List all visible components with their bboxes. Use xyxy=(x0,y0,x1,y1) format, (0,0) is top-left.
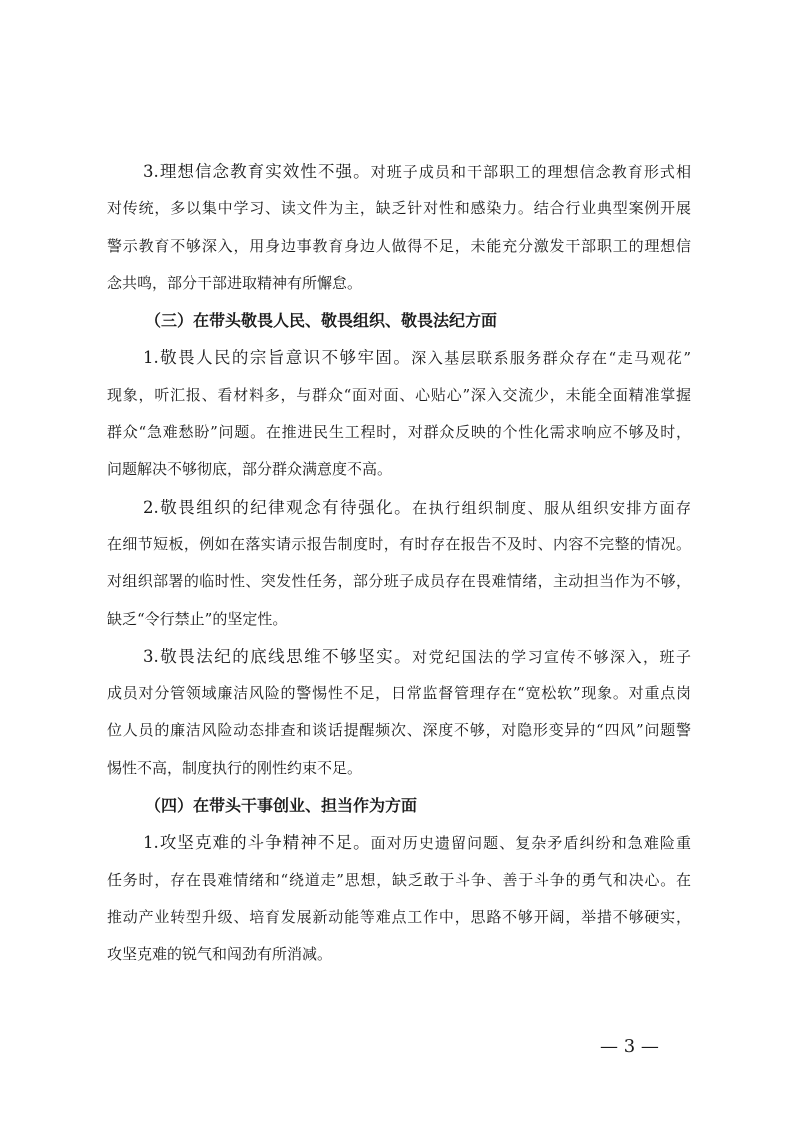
text-line xyxy=(107,265,691,302)
line-text: 面对历史遗留问题、复杂矛盾纠纷和急难险重 xyxy=(370,834,691,853)
paragraph-lead: 3.理想信念教育实效性不强。 xyxy=(143,162,371,181)
text-line xyxy=(107,153,691,190)
text-line xyxy=(107,750,691,787)
line-text: 警示教育不够深入，用身边事教育身边人做得不足，未能充分激发干部职工的理想信 xyxy=(107,236,691,255)
line-text: 问题解决不够彻底，部分群众满意度不高。 xyxy=(107,460,393,479)
text-line xyxy=(107,638,691,675)
line-text: 位人员的廉洁风险动态排查和谈话提醒频次、深度不够，对隐形变异的“四风”问题警 xyxy=(107,721,691,740)
text-line xyxy=(107,414,691,451)
line-text: 现象，听汇报、看材料多，与群众“面对面、心贴心”深入交流少，未能全面精准掌握 xyxy=(107,385,691,404)
paragraph-lead: 2.敬畏组织的纪律观念有待强化。 xyxy=(143,497,413,517)
section-heading: （三）在带头敬畏人民、敬畏组织、敬畏法纪方面 xyxy=(145,311,498,331)
line-text: 对党纪国法的学习宣传不够深入，班子 xyxy=(412,647,691,666)
line-text: 对班子成员和干部职工的理想信念教育形式相 xyxy=(370,163,691,181)
text-line xyxy=(107,601,691,638)
line-text: 深入基层联系服务群众存在“走马观花” xyxy=(411,349,691,368)
line-text: 在细节短板，例如在落实请示报告制度时，有时存在报告不及时、内容不完整的情况。 xyxy=(107,534,691,553)
text-line xyxy=(107,712,691,749)
page-number: — 3 — xyxy=(600,1036,659,1057)
paragraph xyxy=(107,824,691,973)
text-line xyxy=(107,190,691,227)
paragraph-lead: 1.攻坚克难的斗争精神不足。 xyxy=(143,833,371,853)
text-line xyxy=(107,228,691,265)
paragraph xyxy=(107,339,691,488)
paragraph xyxy=(107,638,691,787)
text-line xyxy=(107,862,691,899)
line-text: 在执行组织制度、服从组织安排方面存 xyxy=(412,498,691,517)
line-text: 攻坚克难的锐气和闯劲有所消减。 xyxy=(107,945,333,964)
line-text: 缺乏“令行禁止”的坚定性。 xyxy=(107,609,288,628)
text-line xyxy=(107,675,691,712)
paragraph xyxy=(107,489,691,638)
section-heading: （四）在带头干事创业、担当作为方面 xyxy=(145,796,418,816)
text-line xyxy=(107,563,691,600)
line-text: 群众“急难愁盼”问题。在推进民生工程时，对群众反映的个性化需求响应不够及时， xyxy=(107,423,691,442)
text-line xyxy=(107,451,691,488)
line-text: 推动产业转型升级、培育发展新动能等难点工作中，思路不够开阔，举措不够硬实， xyxy=(107,907,691,926)
text-line xyxy=(107,339,691,376)
document-body xyxy=(107,153,691,974)
text-line xyxy=(107,899,691,936)
line-text: 念共鸣，部分干部进取精神有所懈怠。 xyxy=(107,273,363,292)
line-text: 对传统，多以集中学习、读文件为主，缺乏针对性和感染力。结合行业典型案例开展 xyxy=(107,199,691,218)
line-text: 成员对分管领域廉洁风险的警惕性不足，日常监督管理存在“宽松软”现象。对重点岗 xyxy=(107,684,691,703)
paragraph-lead: 3.敬畏法纪的底线思维不够坚实。 xyxy=(143,646,413,666)
paragraph-lead: 1.敬畏人民的宗旨意识不够牢固。 xyxy=(143,348,412,368)
line-text: 惕性不高，制度执行的刚性约束不足。 xyxy=(107,758,363,777)
text-line xyxy=(107,824,691,861)
text-line xyxy=(107,526,691,563)
line-text: 对组织部署的临时性、突发性任务，部分班子成员存在畏难情绪，主动担当作为不够， xyxy=(107,572,691,591)
text-line xyxy=(107,489,691,526)
paragraph xyxy=(107,153,691,302)
line-text: 任务时，存在畏难情绪和“绕道走”思想，缺乏敢于斗争、善于斗争的勇气和决心。在 xyxy=(107,870,691,889)
text-line xyxy=(107,936,691,973)
text-line xyxy=(107,377,691,414)
